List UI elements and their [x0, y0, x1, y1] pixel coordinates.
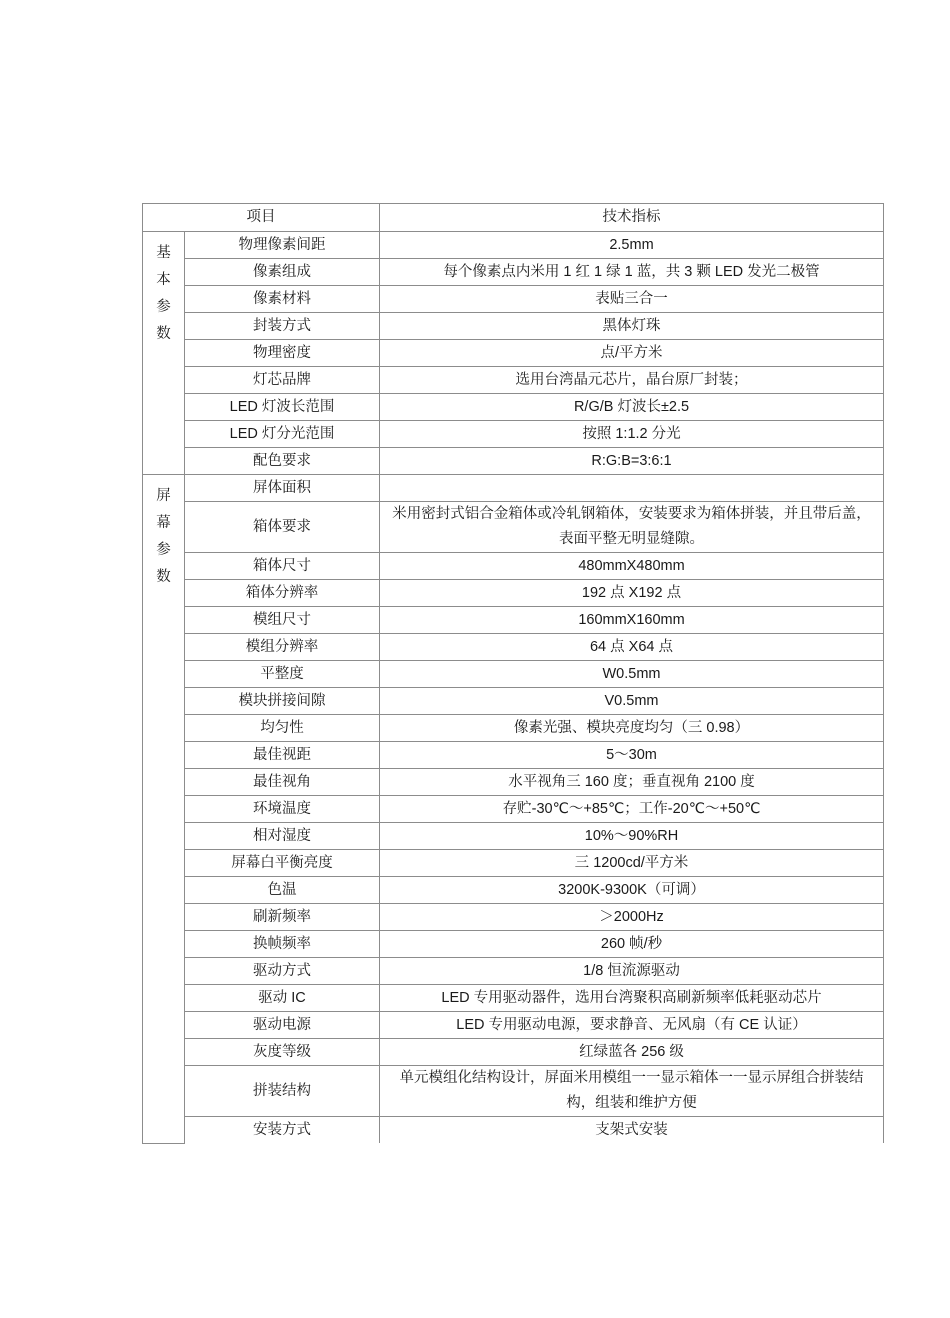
table-row	[143, 286, 884, 313]
spec-item: 相对湿度	[185, 823, 380, 850]
spec-item: 屏幕白平衡亮度	[185, 850, 380, 877]
spec-value: 三 1200cd/平方米	[380, 850, 884, 877]
spec-item: 封装方式	[185, 313, 380, 340]
spec-value: R/G/B 灯波长±2.5	[380, 394, 884, 421]
spec-item: 最佳视角	[185, 769, 380, 796]
spec-item: 驱动方式	[185, 958, 380, 985]
spec-body	[143, 232, 884, 1144]
spec-item: 安装方式	[185, 1117, 380, 1144]
table-row	[143, 580, 884, 607]
spec-item: 模组尺寸	[185, 607, 380, 634]
spec-item: 色温	[185, 877, 380, 904]
table-row	[143, 475, 884, 502]
spec-table	[142, 203, 884, 1144]
spec-item: 驱动电源	[185, 1012, 380, 1039]
spec-value: 选用台湾晶元芯片，晶台原厂封装；	[380, 367, 884, 394]
spec-value: 黑体灯珠	[380, 313, 884, 340]
spec-value: W0.5mm	[380, 661, 884, 688]
spec-value: LED 专用驱动器件，选用台湾聚积高刷新频率低耗驱动芯片	[380, 985, 884, 1012]
group-label	[143, 475, 185, 1144]
header-item: 项目	[143, 204, 380, 232]
table-row	[143, 394, 884, 421]
spec-value: 点/平方米	[380, 340, 884, 367]
table-row	[143, 715, 884, 742]
spec-value: 2.5mm	[380, 232, 884, 259]
spec-item: 配色要求	[185, 448, 380, 475]
spec-value: 3200K-9300K（可调）	[380, 877, 884, 904]
table-row	[143, 904, 884, 931]
table-row	[143, 877, 884, 904]
spec-value: 64 点 X64 点	[380, 634, 884, 661]
spec-value: 米用密封式铝合金箱体或冷轧钢箱体，安装要求为箱体拼装，并且带后盖，表面平整无明显缝隙。	[380, 502, 884, 553]
spec-item: 换帧频率	[185, 931, 380, 958]
spec-item: 像素组成	[185, 259, 380, 286]
table-row	[143, 448, 884, 475]
table-row	[143, 502, 884, 553]
spec-value: 表贴三合一	[380, 286, 884, 313]
table-row	[143, 340, 884, 367]
group-label-char: 本	[156, 272, 171, 288]
spec-item: 箱体要求	[185, 502, 380, 553]
table-row	[143, 259, 884, 286]
spec-item: 环境温度	[185, 796, 380, 823]
table-row	[143, 850, 884, 877]
spec-value: 每个像素点内米用 1 红 1 绿 1 蓝，共 3 颗 LED 发光二极管	[380, 259, 884, 286]
spec-item: LED 灯分光范围	[185, 421, 380, 448]
spec-value: V0.5mm	[380, 688, 884, 715]
table-row	[143, 367, 884, 394]
spec-value: 像素光强、模块亮度均匀（三 0.98）	[380, 715, 884, 742]
spec-value: 480mmX480mm	[380, 553, 884, 580]
table-row	[143, 796, 884, 823]
spec-item: 屏体面积	[185, 475, 380, 502]
spec-value: 单元模组化结构设计，屏面米用模组一一显示箱体一一显示屏组合拼装结构，组装和维护方便	[380, 1066, 884, 1117]
header-spec: 技术指标	[380, 204, 884, 232]
spec-value: 红绿蓝各 256 级	[380, 1039, 884, 1066]
table-row	[143, 823, 884, 850]
group-label-char: 参	[156, 299, 171, 315]
table-row	[143, 958, 884, 985]
spec-value	[380, 475, 884, 502]
spec-value: 192 点 X192 点	[380, 580, 884, 607]
table-row	[143, 553, 884, 580]
spec-value: 支架式安装	[380, 1117, 884, 1144]
spec-value: 存贮-30℃〜+85℃；工作-20℃〜+50℃	[380, 796, 884, 823]
spec-item: 像素材料	[185, 286, 380, 313]
spec-item: 灯芯品牌	[185, 367, 380, 394]
spec-value: 5〜30m	[380, 742, 884, 769]
group-label-char: 参	[156, 542, 171, 558]
table-row	[143, 313, 884, 340]
spec-item: 模组分辨率	[185, 634, 380, 661]
spec-value: LED 专用驱动电源，要求静音、无风扇（有 CE 认证）	[380, 1012, 884, 1039]
group-label	[143, 232, 185, 475]
group-label-char: 基	[156, 245, 171, 261]
header-row	[143, 204, 884, 232]
table-row	[143, 661, 884, 688]
spec-item: 最佳视距	[185, 742, 380, 769]
spec-value: 160mmX160mm	[380, 607, 884, 634]
table-row	[143, 985, 884, 1012]
table-row	[143, 688, 884, 715]
spec-item: 箱体尺寸	[185, 553, 380, 580]
spec-value: ＞2000Hz	[380, 904, 884, 931]
group-label-char: 屏	[156, 488, 171, 504]
table-row	[143, 1012, 884, 1039]
spec-item: 灰度等级	[185, 1039, 380, 1066]
spec-item: 刷新频率	[185, 904, 380, 931]
spec-item: 拼装结构	[185, 1066, 380, 1117]
table-row	[143, 931, 884, 958]
table-row	[143, 1117, 884, 1144]
table-row	[143, 421, 884, 448]
table-row	[143, 634, 884, 661]
spec-value: 水平视角三 160 度；垂直视角 2100 度	[380, 769, 884, 796]
group-label-char: 数	[156, 569, 171, 585]
spec-value: 1/8 恒流源驱动	[380, 958, 884, 985]
spec-value: 按照 1:1.2 分光	[380, 421, 884, 448]
table-row	[143, 1039, 884, 1066]
spec-value: 10%〜90%RH	[380, 823, 884, 850]
spec-item: 均匀性	[185, 715, 380, 742]
table-row	[143, 607, 884, 634]
group-label-char: 数	[156, 326, 171, 342]
spec-value: 260 帧/秒	[380, 931, 884, 958]
spec-item: LED 灯波长范围	[185, 394, 380, 421]
spec-item: 模块拼接间隙	[185, 688, 380, 715]
spec-item: 平整度	[185, 661, 380, 688]
spec-value: R:G:B=3:6:1	[380, 448, 884, 475]
spec-item: 驱动 IC	[185, 985, 380, 1012]
table-row	[143, 769, 884, 796]
table-row	[143, 742, 884, 769]
table-row	[143, 232, 884, 259]
table-row	[143, 1066, 884, 1117]
spec-item: 物理密度	[185, 340, 380, 367]
spec-item: 箱体分辨率	[185, 580, 380, 607]
group-label-char: 幕	[156, 515, 171, 531]
spec-item: 物理像素间距	[185, 232, 380, 259]
